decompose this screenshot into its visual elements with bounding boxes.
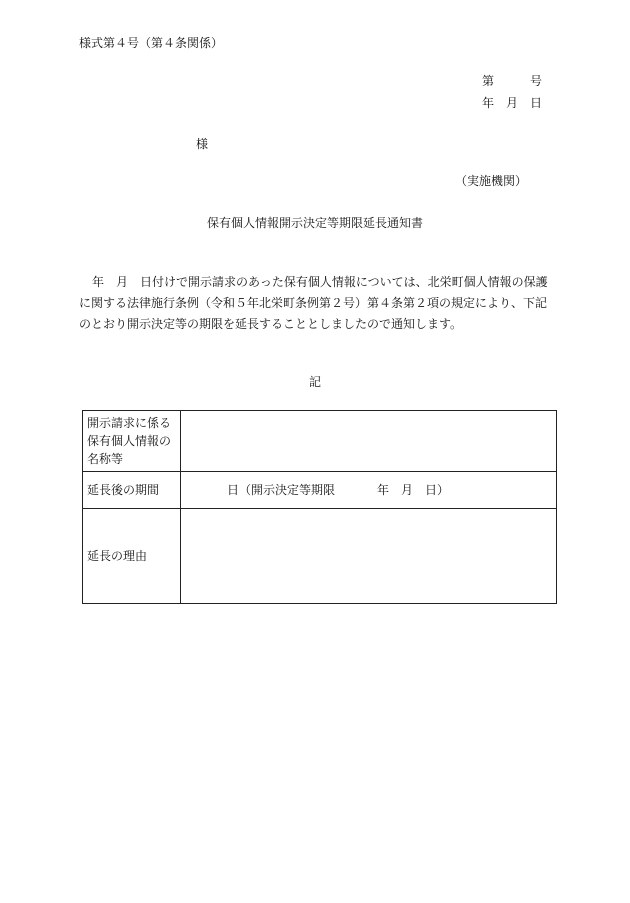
document-title: 保有個人情報開示決定等期限延長通知書 [206,216,423,230]
row-value-reason [181,509,557,604]
table-row [83,411,557,472]
row-label-info-name: 開示請求に係る保有個人情報の名称等 [83,411,181,472]
implementing-agency: （実施機関） [455,174,528,188]
row-label-reason: 延長の理由 [83,509,181,604]
document-date: 年 月 日 [482,96,543,110]
row-value-extended-period [181,472,557,509]
form-number: 様式第４号（第４条関係） [79,36,224,50]
row-label-extended-period: 延長後の期間 [83,472,181,509]
extended-period-deadline: 年 月 日） [377,483,450,497]
document-number: 第 号 [482,74,543,88]
row-value-info-name [181,411,557,472]
details-table [82,410,557,604]
table-row [83,509,557,604]
table-row [83,472,557,509]
addressee: 様 [196,137,209,151]
extended-period-prefix: 日（開示決定等期限 [227,483,336,497]
ki-heading: 記 [308,375,321,389]
body-paragraph: 年 月 日付けで開示請求のあった保有個人情報については、北栄町個人情報の保護に関する法律施行条例（令和５年北栄町条例第２号）第４条第２項の規定により、下記のとおり開示決定等の期限を延長することとしましたので通知します。 [79,275,548,331]
